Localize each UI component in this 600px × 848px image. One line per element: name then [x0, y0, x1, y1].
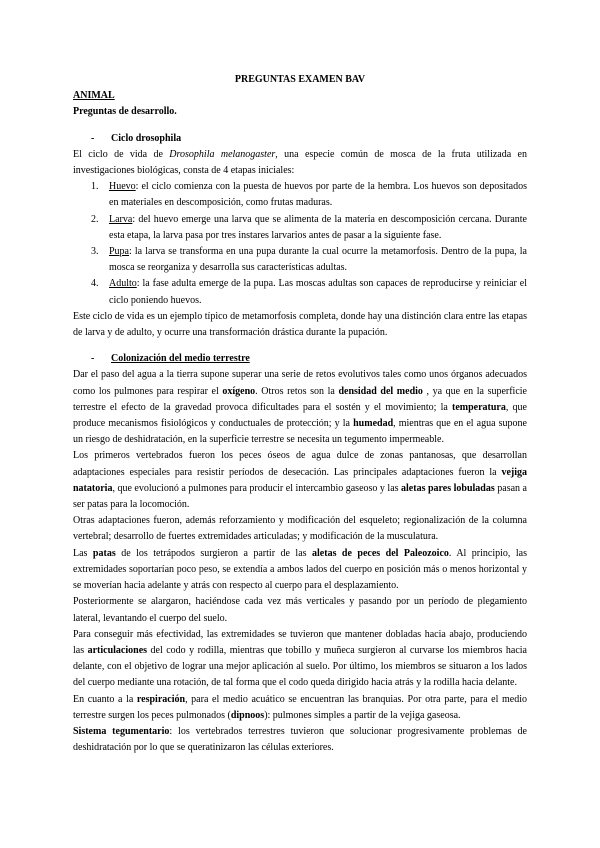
- bullet-dash: -: [91, 353, 95, 365]
- subsection-heading: Preguntas de desarrollo.: [73, 106, 177, 118]
- paragraph-posteriormente: Posteriormente se alargaron, haciéndose cada vez más verticales y pasando por un período de plegamiento lateral, levantando el cuerpo del suelo.: [73, 596, 527, 624]
- paragraph-articulaciones: Para conseguir más efectividad, las extremidades se tuvieron que mantener dobladas hacia abajo, produciendo las articulaciones del codo y rodilla, mientras que tobillo y muñeca surgieron al curvarse los miembros hacia delante, con el objetivo de lograr una mejor aplicación al suelo. Por último, los miembros se situaron a los lados del cuerpo mediante una rotación, de tal forma que el codo queda dirigido hacia atrás y la rodilla hacia delante.: [73, 628, 527, 689]
- list-item: 1. Huevo: el ciclo comienza con la puesta de huevos por parte de la hembra. Los huevos son depositados en materiales en descomposición, como frutas maduras.: [91, 181, 527, 209]
- paragraph-patas: Las patas de los tetrápodos surgieron a partir de las aletas de peces del Paleozoico. Al principio, las extremidades soportarían poco peso, se extendía a ambos lados del cuerpo en posición más o menos horizontal y se moverían hacia adelante y atrás con respecto al cuerpo para el desplazamiento.: [73, 547, 527, 592]
- stage-term: Larva: [109, 213, 133, 225]
- section-heading-animal: ANIMAL: [73, 90, 115, 102]
- species-name: Drosophila melanogaster: [169, 148, 276, 160]
- bullet-dash: -: [91, 132, 95, 144]
- list-item: 4. Adulto: la fase adulta emerge de la pupa. Las moscas adultas son capaces de reproducirse y reiniciar el ciclo poniendo huevos.: [91, 278, 527, 306]
- stage-term: Huevo: [109, 181, 136, 193]
- topic-title: Colonización del medio terrestre: [111, 353, 250, 365]
- stage-term: Adulto: [109, 278, 137, 290]
- list-item: 3. Pupa: la larva se transforma en una pupa durante la cual ocurre la metamorfosis. Dentro de la pupa, la mosca se reorganiza y desarrolla sus características adultas.: [91, 246, 527, 274]
- drosophila-intro: El ciclo de vida de Drosophila melanogaster, una especie común de mosca de la fruta utilizada en investigaciones biológicas, consta de 4 etapas iniciales:: [73, 148, 527, 177]
- topic-heading-colonizacion: [73, 351, 527, 367]
- document-body: [73, 72, 527, 756]
- paragraph-respiracion: En cuanto a la respiración, para el medio acuático se encuentran las branquias. Por otra parte, para el medio terrestre surgen los peces pulmonados (dipnoos): pulmones simples a partir de la vejiga gaseosa.: [73, 693, 528, 721]
- drosophila-closing: Este ciclo de vida es un ejemplo típico de metamorfosis completa, donde hay una distinción clara entre las etapas de larva y de adulto, y ocurre una transformación drástica durante la pupación.: [73, 310, 527, 339]
- document-title: PREGUNTAS EXAMEN BAV: [234, 74, 366, 85]
- paragraph-otras-adaptaciones: Otras adaptaciones fueron, además reforzamiento y modificación del esqueleto; regionalización de la columna vertebral; desarrollo de fuertes extremidades articuladas; y modificación de la musculatura.: [73, 515, 527, 543]
- paragraph-primeros-vertebrados: Los primeros vertebrados fueron los peces óseos de agua dulce de zonas pantanosas, que desarrollan adaptaciones especiales para resistir períodos de desecación. Las principales adaptaciones fueron la vejiga natatoria, que evolucionó a pulmones para producir el intercambio gaseoso y las aletas pares lobuladas pasan a ser patas para la locomoción.: [73, 450, 527, 511]
- topic-heading-drosophila: [73, 131, 527, 147]
- stage-term: Pupa: [109, 246, 129, 258]
- topic-title: Ciclo drosophila: [111, 132, 182, 144]
- stages-list: [73, 179, 527, 309]
- list-item: 2. Larva: del huevo emerge una larva que se alimenta de la materia en descomposición cercana. Durante esta etapa, la larva pasa por tres instares larvarios antes de pasar a la siguiente fase.: [91, 213, 527, 241]
- paragraph-retos: Dar el paso del agua a la tierra supone superar una serie de retos evolutivos tales como unos órganos adecuados como los pulmones para respirar el oxígeno. Otros retos son la densidad del medio , ya que en la superficie terrestre el efecto de la gravedad provoca dificultades para el sostén y el movimiento; la temperatura, que produce mecanismos fisiológicos y conductuales de protección; y la humedad, mientras que en el agua supone un riesgo de deshidratación, en la superficie terrestre se necesita un tegumento impermeable.: [73, 369, 527, 446]
- paragraph-tegumentario: Sistema tegumentario: los vertebrados terrestres tuvieron que solucionar progresivamente problemas de deshidratación por lo que se queratinizaron las células exteriores.: [73, 725, 527, 754]
